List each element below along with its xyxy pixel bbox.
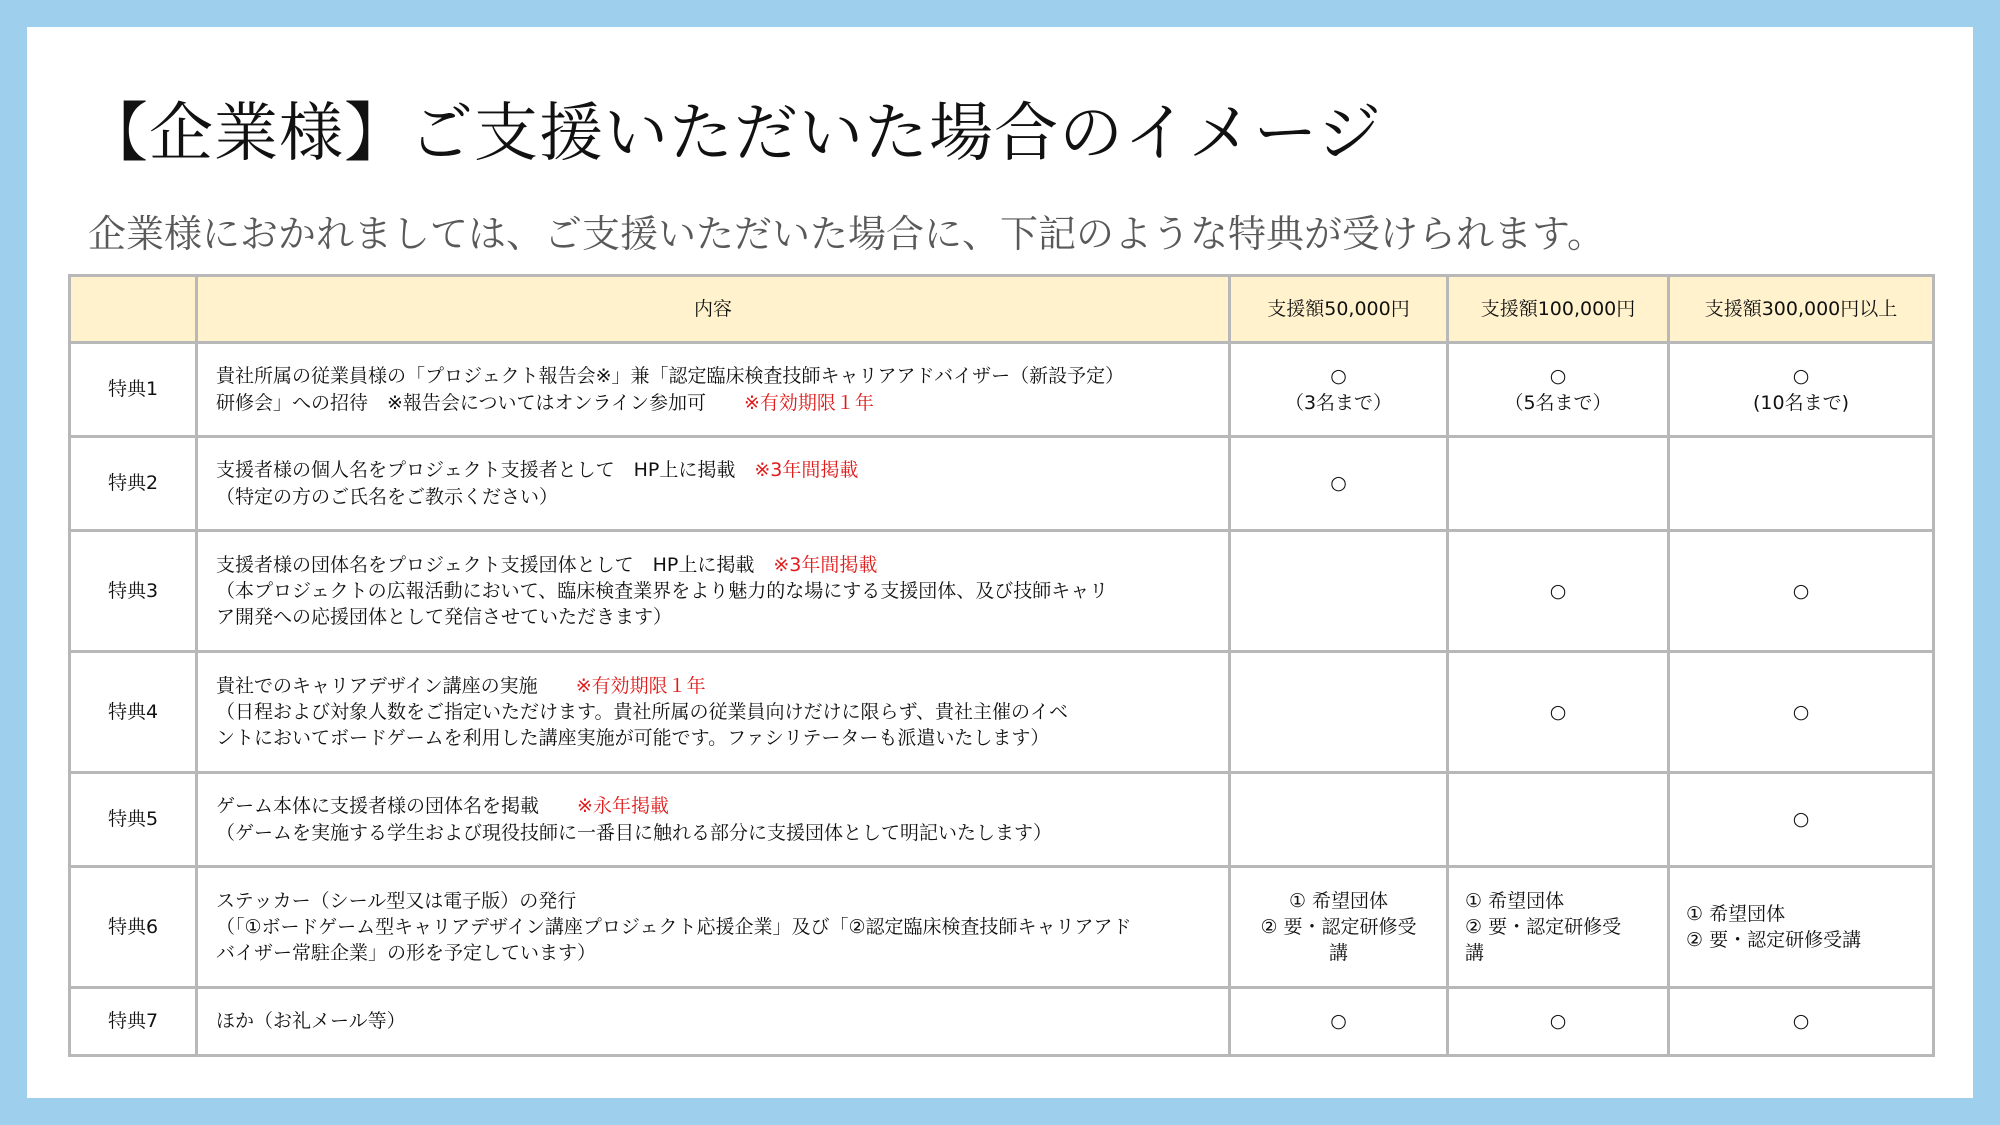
circle-mark: ○ [1549,365,1567,388]
page-subtitle: 企業様におかれましては、ご支援いただいた場合に、下記のような特典が受けられます。 [88,212,1605,256]
benefit-content [197,988,1230,1056]
tier-cell [1230,343,1448,437]
benefit-content [197,343,1230,437]
benefit-content [197,773,1230,867]
tier-limit: （5名まで） [1504,391,1612,414]
sticker-option: ① 希望団体 [1288,889,1389,912]
benefit-content [197,867,1230,988]
benefit-line: 支援者様の団体名をプロジェクト支援団体として HP上に掲載 [216,553,755,576]
benefit-label: 特典6 [70,867,197,988]
benefit-line: （「①ボードゲーム型キャリアデザイン講座プロジェクト応援企業」及び「②認定臨床検査技師キャリアアド [216,915,1132,938]
table-row [70,531,1934,652]
benefit-line: 支援者様の個人名をプロジェクト支援者として HP上に掲載 [216,459,736,482]
benefit-label: 特典5 [70,773,197,867]
tier-cell: ○ [1669,773,1934,867]
benefit-line-group [216,390,1216,416]
tier-cell [1448,343,1669,437]
tier-cell: ○ [1230,437,1448,531]
page-title: 【企業様】ご支援いただいた場合のイメージ [84,97,1383,171]
benefit-line: バイザー常駐企業」の形を予定しています） [216,942,597,965]
sticker-option: ② 要・認定研修受 [1465,915,1622,938]
benefit-line: （ゲームを実施する学生および現役技師に一番目に触れる部分に支援団体として明記いたします） [216,821,1053,844]
benefit-line-group [216,552,1216,578]
benefits-table [68,274,1935,1057]
benefit-label: 特典2 [70,437,197,531]
header-content: 内容 [197,276,1230,343]
benefit-note: ※有効期限１年 [744,391,874,414]
circle-mark: ○ [1330,365,1347,388]
circle-mark: ○ [1792,365,1810,388]
benefit-line: （日程および対象人数をご指定いただけます。貴社所属の従業員向けだけに限らず、貴社主催のイベ [216,700,1068,723]
tier-cell [1669,437,1934,531]
table-row [70,867,1934,988]
sticker-option: ① 希望団体 [1465,889,1565,912]
sticker-option: ① 希望団体 [1686,902,1786,925]
benefit-line: 貴社所属の従業員様の「プロジェクト報告会※」兼「認定臨床検査技師キャリアアドバイザー（新設予定） [216,365,1125,388]
header-tier-50000: 支援額50,000円 [1230,276,1448,343]
tier-cell: ○ [1230,988,1448,1056]
benefit-line-group [216,793,1216,819]
tier-cell [1230,531,1448,652]
benefit-label: 特典1 [70,343,197,437]
benefit-note: ※有効期限１年 [575,674,706,697]
benefit-label: 特典7 [70,988,197,1056]
table-row [70,773,1934,867]
benefit-line: ントにおいてボードゲームを利用した講座実施が可能です。ファシリテーターも派遣いたします） [216,727,1050,750]
benefit-line: 貴社でのキャリアデザイン講座の実施 [216,674,538,697]
header-tier-300000: 支援額300,000円以上 [1669,276,1934,343]
benefit-line: （特定の方のご氏名をご教示ください） [216,485,559,508]
benefit-content [197,652,1230,773]
benefit-label: 特典4 [70,652,197,773]
sticker-option: 講 [1465,942,1485,965]
tier-cell [1230,867,1448,988]
tier-cell [1230,652,1448,773]
tier-cell: ○ [1448,652,1669,773]
slide [27,27,1973,1098]
benefit-line: （本プロジェクトの広報活動において、臨床検査業界をより魅力的な場にする支援団体、及び技師キャリ [216,579,1109,602]
tier-cell: ○ [1448,531,1669,652]
table-row [70,988,1934,1056]
tier-cell [1669,343,1934,437]
benefit-note: ※永年掲載 [577,795,669,818]
sticker-option: ② 要・認定研修受講 [1686,929,1862,951]
tier-cell [1448,437,1669,531]
benefit-line: 研修会」への招待 ※報告会についてはオンライン参加可 [216,391,706,414]
benefit-line: ステッカー（シール型又は電子版）の発行 [216,889,577,912]
benefit-line-group [216,673,1216,699]
tier-cell [1230,773,1448,867]
benefit-line: ゲーム本体に支援者様の団体名を掲載 [216,795,540,818]
benefit-line: ほか（お礼メール等） [216,1010,406,1033]
benefit-note: ※3年間掲載 [754,459,859,482]
header-blank [70,276,197,343]
table-row [70,652,1934,773]
benefit-line: ア開発への応援団体として発信させていただきます） [216,606,673,629]
tier-cell: ○ [1669,652,1934,773]
tier-cell [1669,867,1934,988]
tier-cell [1448,773,1669,867]
benefit-content [197,437,1230,531]
benefit-line-group [216,457,1216,483]
benefit-content [197,531,1230,652]
tier-limit: (10名まで) [1752,391,1849,414]
tier-cell: ○ [1669,988,1934,1056]
benefit-note: ※3年間掲載 [773,553,878,576]
tier-cell [1448,867,1669,988]
table-header-row [70,276,1934,343]
sticker-option: ② 要・認定研修受 [1260,915,1417,938]
table-row [70,343,1934,437]
tier-cell: ○ [1448,988,1669,1056]
table-row [70,437,1934,531]
tier-cell: ○ [1669,531,1934,652]
tier-limit: （3名まで） [1284,391,1393,414]
benefit-label: 特典3 [70,531,197,652]
sticker-option: 講 [1328,942,1348,965]
header-tier-100000: 支援額100,000円 [1448,276,1669,343]
